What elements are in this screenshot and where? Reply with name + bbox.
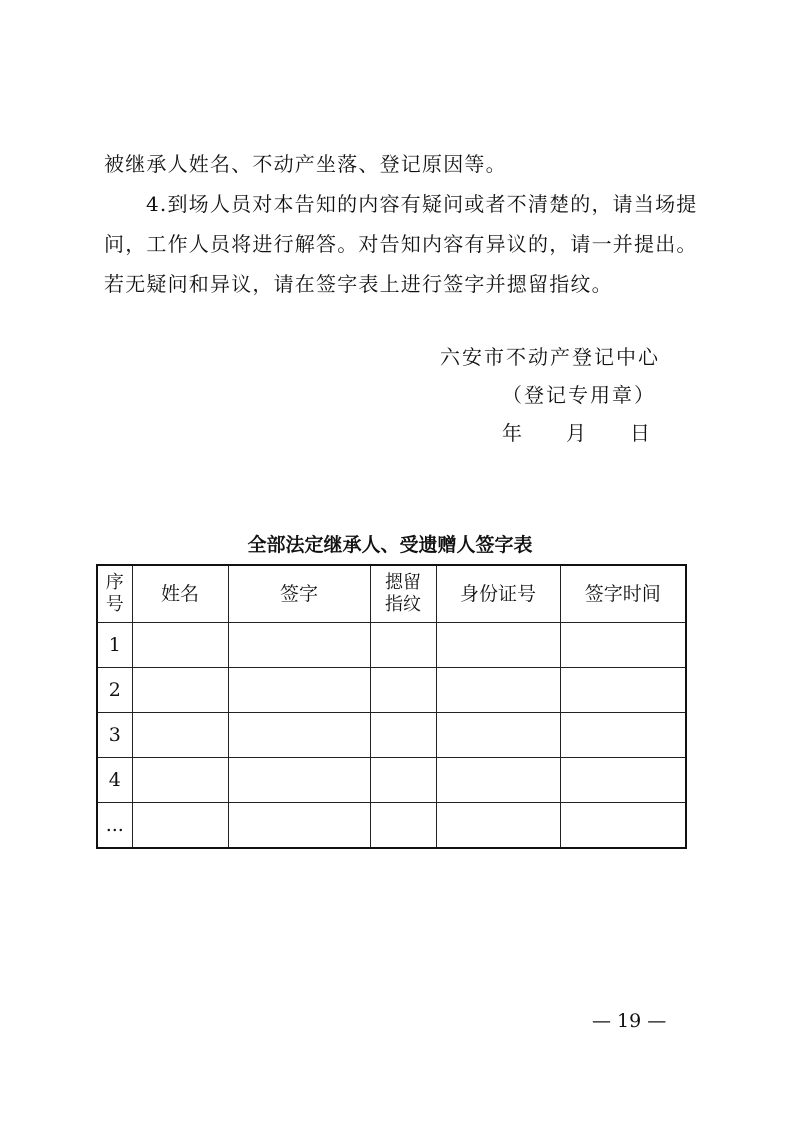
- date-day: 日: [630, 421, 650, 445]
- header-fingerprint-line-1: 摁留: [385, 572, 421, 593]
- row-seq: 2: [97, 668, 132, 713]
- cell-fingerprint: [370, 668, 436, 713]
- row-seq: 4: [97, 758, 132, 803]
- row-seq: 1: [97, 623, 132, 668]
- header-seq-line-1: 序: [105, 572, 124, 593]
- cell-fingerprint: [370, 803, 436, 849]
- row-seq: ...: [97, 803, 132, 849]
- table-row: [97, 623, 686, 668]
- paragraph-line-3: 问，工作人员将进行解答。对告知内容有异议的，请一并提出。: [104, 232, 698, 256]
- page-number: — 19 —: [592, 1010, 667, 1032]
- cell-name: [132, 713, 228, 758]
- cell-signature: [228, 803, 370, 849]
- cell-fingerprint: [370, 758, 436, 803]
- paragraph-line-4: 若无疑问和异议，请在签字表上进行签字并摁留指纹。: [104, 272, 613, 296]
- table-row: [97, 758, 686, 803]
- cell-signature: [228, 668, 370, 713]
- cell-signature: [228, 713, 370, 758]
- cell-name: [132, 758, 228, 803]
- cell-id-number: [436, 803, 560, 849]
- paragraph-line-2: 4.到场人员对本告知的内容有疑问或者不清楚的，请当场提: [146, 192, 698, 216]
- cell-fingerprint: [370, 713, 436, 758]
- cell-sign-time: [560, 713, 686, 758]
- cell-signature: [228, 623, 370, 668]
- table-header-row: [97, 565, 686, 623]
- cell-id-number: [436, 623, 560, 668]
- date-line: [502, 414, 652, 452]
- cell-sign-time: [560, 803, 686, 849]
- cell-sign-time: [560, 758, 686, 803]
- cell-id-number: [436, 668, 560, 713]
- table-row: [97, 803, 686, 849]
- header-signature: 签字: [228, 565, 370, 623]
- table-row: [97, 713, 686, 758]
- cell-sign-time: [560, 668, 686, 713]
- table-row: [97, 668, 686, 713]
- cell-fingerprint: [370, 623, 436, 668]
- header-sign-time: 签字时间: [560, 565, 686, 623]
- seal-note: （登记专用章）: [502, 383, 656, 407]
- signature-table: [96, 564, 687, 849]
- header-fingerprint-line-2: 指纹: [385, 594, 421, 615]
- cell-id-number: [436, 713, 560, 758]
- header-fingerprint: [370, 565, 436, 623]
- cell-name: [132, 623, 228, 668]
- cell-id-number: [436, 758, 560, 803]
- cell-name: [132, 668, 228, 713]
- paragraph-line-1: 被继承人姓名、不动产坐落、登记原因等。: [104, 152, 507, 176]
- cell-name: [132, 803, 228, 849]
- header-seq-line-2: 号: [105, 594, 124, 615]
- date-month: 月: [566, 421, 586, 445]
- cell-signature: [228, 758, 370, 803]
- table-title: 全部法定继承人、受遗赠人签字表: [247, 534, 533, 556]
- cell-sign-time: [560, 623, 686, 668]
- date-year: 年: [502, 421, 522, 445]
- row-seq: 3: [97, 713, 132, 758]
- header-name: 姓名: [132, 565, 228, 623]
- header-seq: [97, 565, 132, 623]
- header-id-number: 身份证号: [436, 565, 560, 623]
- issuing-organization: 六安市不动产登记中心: [440, 345, 660, 369]
